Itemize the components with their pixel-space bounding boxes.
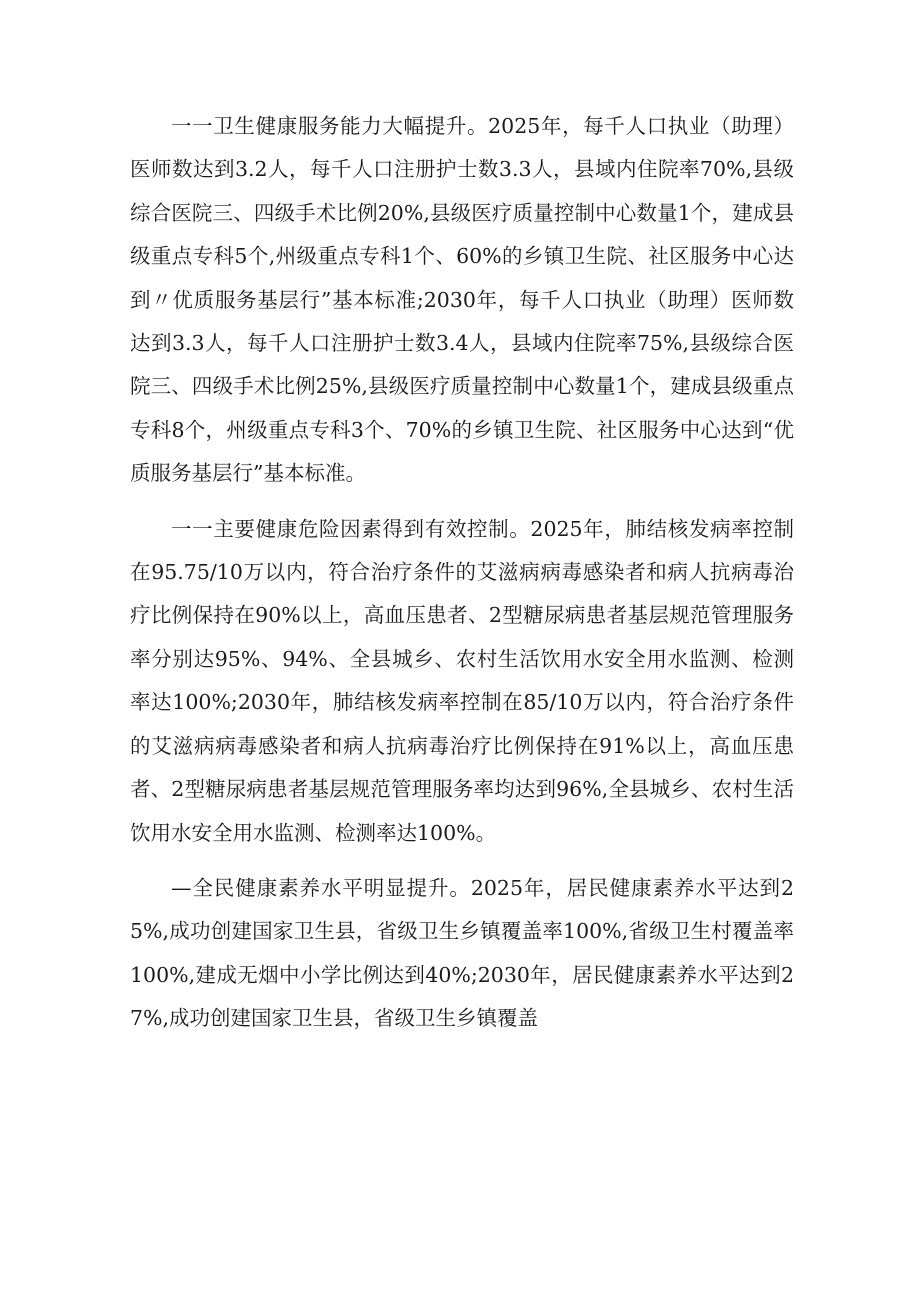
paragraph-health-service-capacity: 一一卫生健康服务能力大幅提升。2025年，每千人口执业（助理）医师数达到3.2人，每千人口注册护士数3.3人，县域内住院率70%,县级综合医院三、四级手术比例20%,县级医疗质量控制中心数量1个，建成县级重点专科5个,州级重点专科1个、60%的乡镇卫生院、社区服务中心达到〃优质服务基层行”基本标准;2030年，每千人口执业（助理）医师数达到3.3人，每千人口注册护士数3.4人，县域内住院率75%,县级综合医院三、四级手术比例25%,县级医疗质量控制中心数量1个，建成县级重点专科8个，州级重点专科3个、70%的乡镇卫生院、社区服务中心达到“优质服务基层行”基本标准。: [130, 114, 794, 486]
paragraph-health-literacy: —全民健康素养水平明显提升。2025年，居民健康素养水平达到25%,成功创建国家卫生县，省级卫生乡镇覆盖率100%,省级卫生村覆盖率100%,建成无烟中小学比例达到40%;2030年，居民健康素养水平达到27%,成功创建国家卫生县，省级卫生乡镇覆盖: [130, 875, 794, 1031]
paragraph-health-risk-control: 一一主要健康危险因素得到有效控制。2025年，肺结核发病率控制在95.75/10万以内，符合治疗条件的艾滋病病毒感染者和病人抗病毒治疗比例保持在90%以上，高血压患者、2型糖尿病患者基层规范管理服务率分别达95%、94%、全县城乡、农村生活饮用水安全用水监测、检测率达100%;2030年，肺结核发病率控制在85/10万以内，符合治疗条件的艾滋病病毒感染者和病人抗病毒治疗比例保持在91%以上，高血压患者、2型糖尿病患者基层规范管理服务率均达到96%,全县城乡、农村生活饮用水安全用水监测、检测率达100%。: [130, 516, 794, 845]
document-body: [130, 105, 794, 1053]
